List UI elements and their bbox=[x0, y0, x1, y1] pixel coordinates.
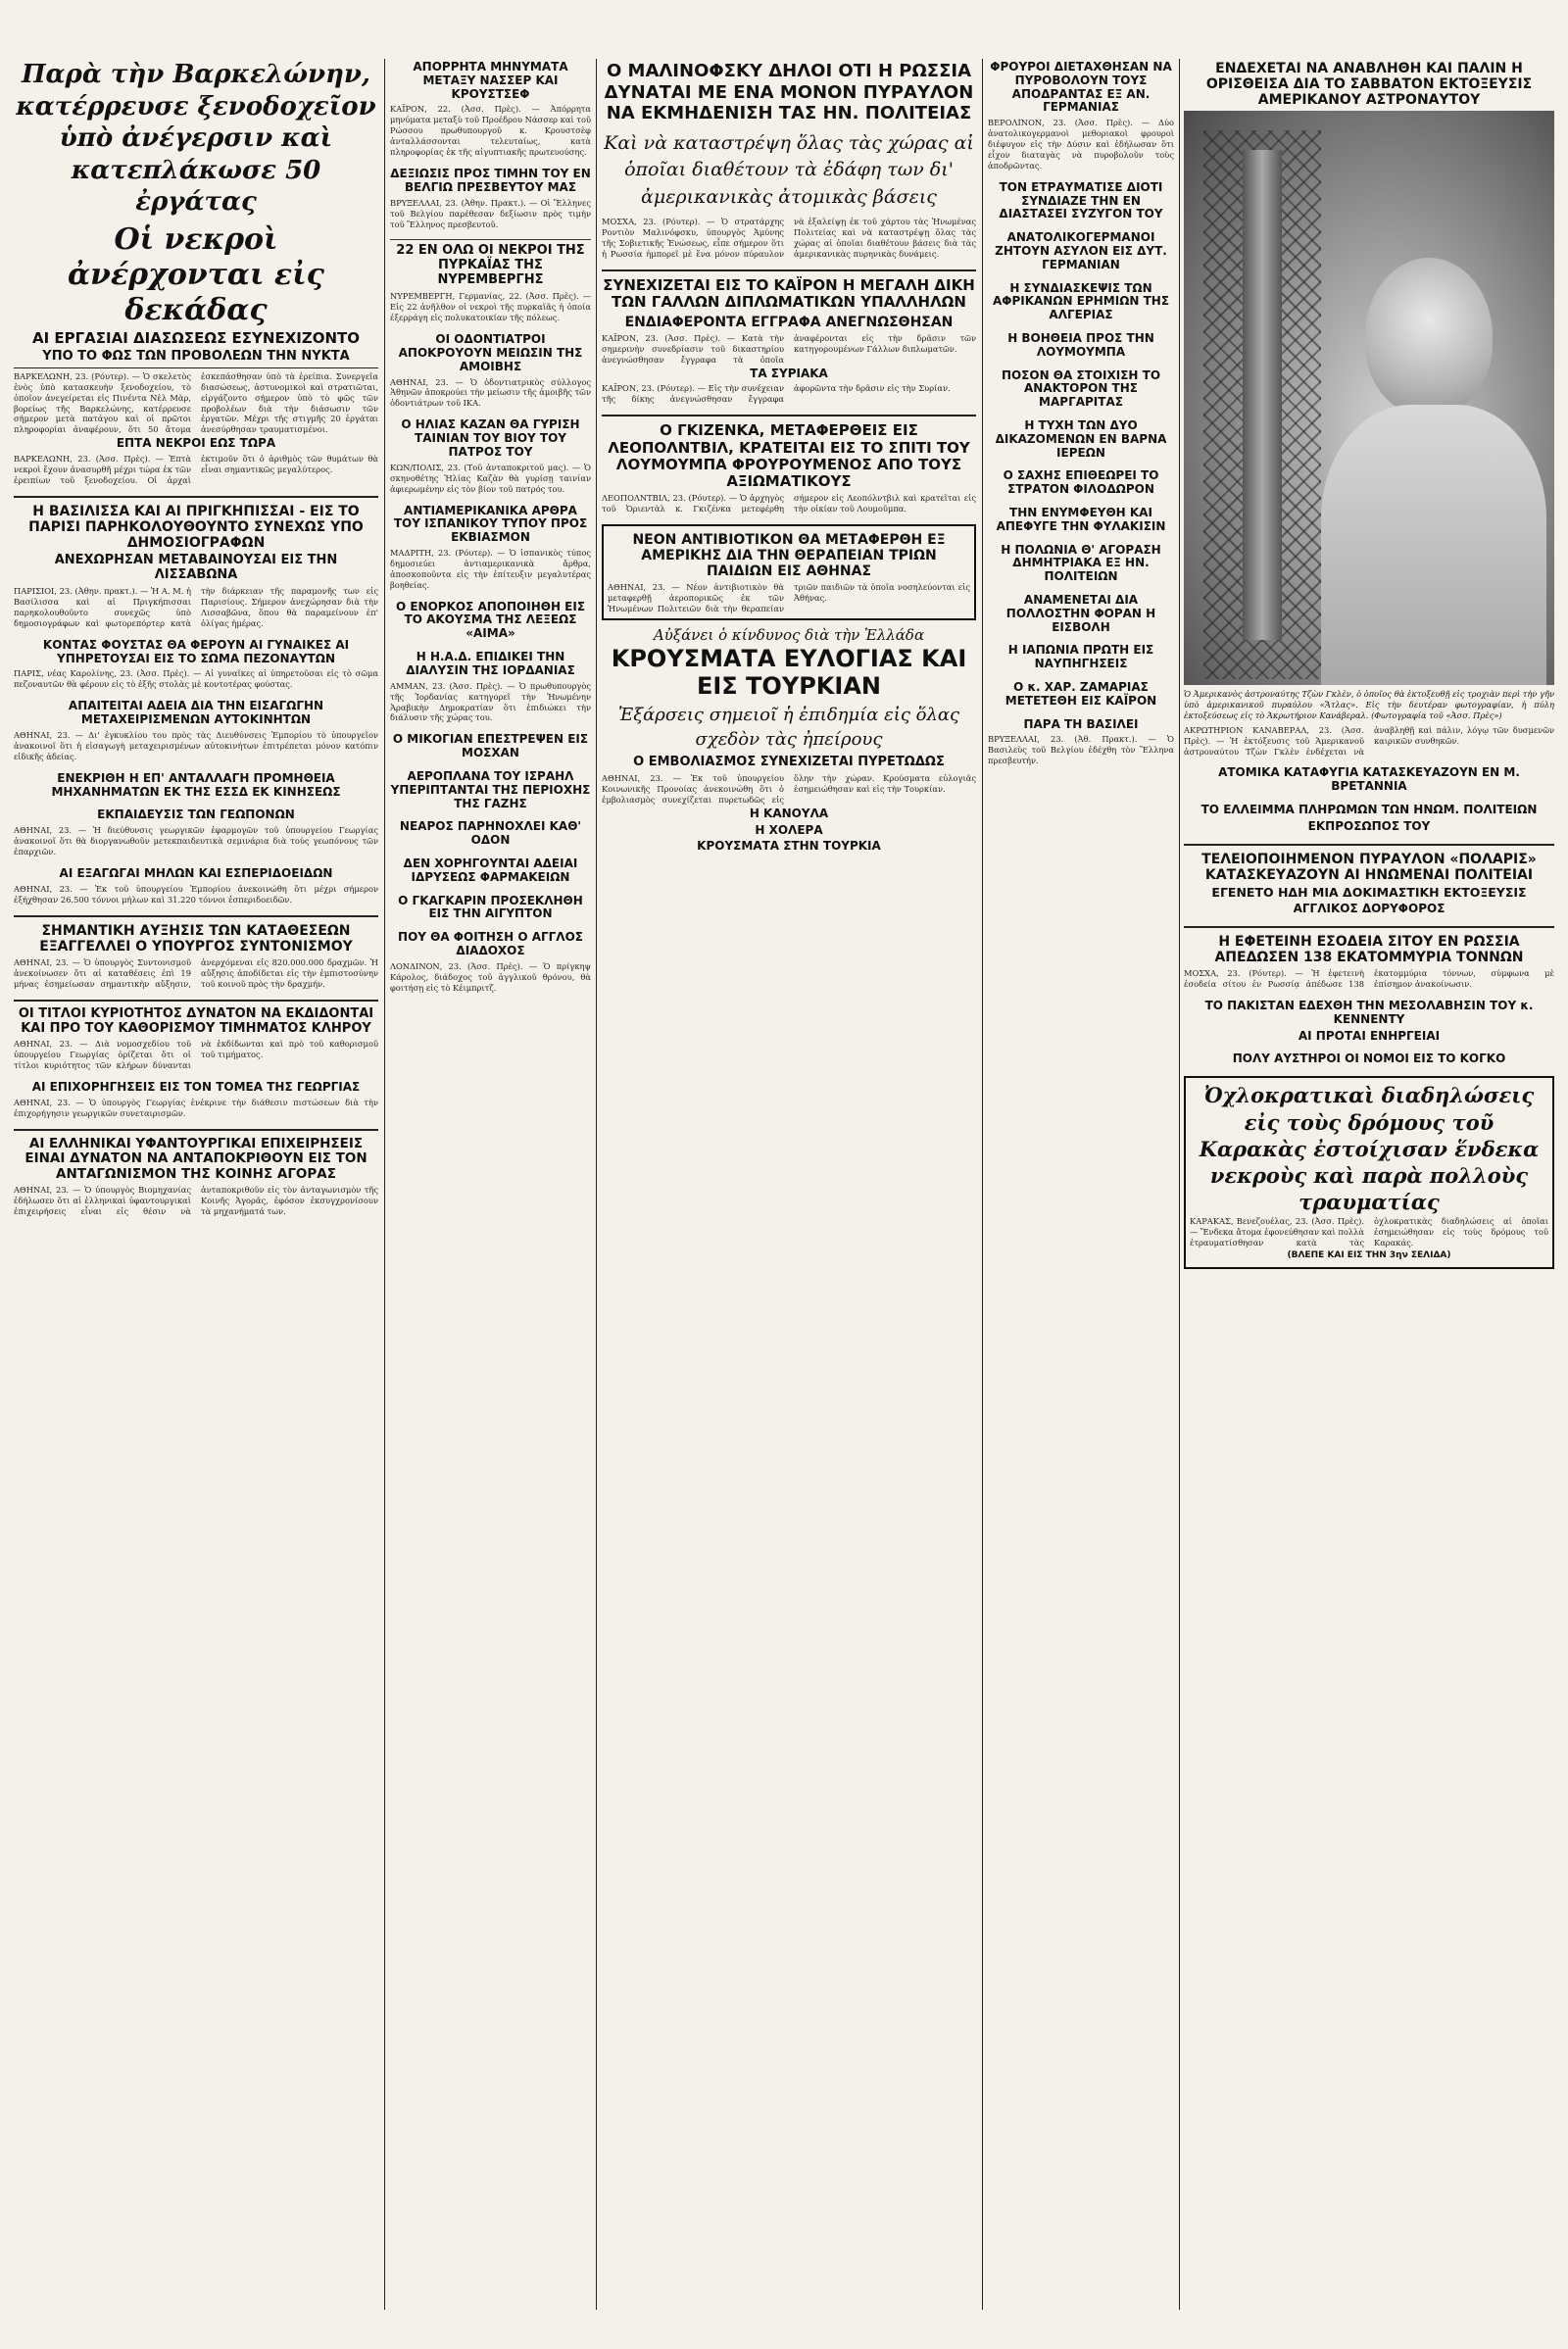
article-body: ΚΑΪΡΟΝ, 23. (Ἀσσ. Πρὲς). — Κατὰ τὴν σημερινὴν συνεδρίασιν τοῦ δικαστηρίου ἀνεγνώσθησαν ἔγγραφα τὰ ὁποῖα ἀναφέρονται εἰς τὴν δρᾶσιν τῶν κατηγορουμένων Γάλλων διπλωματῶν. bbox=[602, 332, 976, 365]
astronaut-head-image bbox=[1365, 258, 1493, 415]
article-deficit bbox=[1184, 804, 1554, 834]
article-body: ΠΑΡΙΣΙΟΙ, 23. (Ἀθην. πρακτ.). — Ἡ Α. Μ. ἡ Βασίλισσα καὶ αἱ Πριγκήπισσαι παρηκολουθοῦντο συνεχῶς ὑπὸ δημοσιογράφων καὶ φωτορεπόρτερ κατὰ τὴν διάρκειαν τῆς παραμονῆς των εἰς Παρισίους. Σήμερον ἀνεχώρησαν διὰ τὴν Λισσαβῶνα, ὅπου θὰ παραμείνουν ἐπ' ὀλίγας ἡμέρας. bbox=[14, 586, 378, 628]
article-body: ΝΥΡΕΜΒΕΡΓΗ, Γερμανίας, 22. (Ἀσσ. Πρὲς). — Εἰς 22 ἀνῆλθον οἱ νεκροὶ τῆς πυρκαϊᾶς ἡ ὁποία ἐξερράγη εἰς πολυκατοικίαν τῆς πόλεως. bbox=[390, 291, 591, 323]
headline-sub: Οἱ νεκροὶ ἀνέρχονται εἰς δεκάδας bbox=[68, 221, 324, 327]
headline: ΑΙ ΕΠΙΧΟΡΗΓΗΣΕΙΣ ΕΙΣ ΤΟΝ ΤΟΜΕΑ ΤΗΣ ΓΕΩΡΓΙΑΣ bbox=[31, 1080, 361, 1095]
article-marriage bbox=[988, 507, 1174, 534]
subheadline: ΕΓΕΝΕΤΟ ΗΔΗ ΜΙΑ ΔΟΚΙΜΑΣΤΙΚΗ ΕΚΤΟΞΕΥΣΙΣ bbox=[1211, 884, 1527, 900]
article-body: ΑΜΜΑΝ, 23. (Ἀσσ. Πρὲς). — Ὁ πρωθυπουργὸς τῆς Ἰορδανίας κατηγορεῖ τὴν Ἡνωμένην Ἀραβικὴν Δημοκρατίαν ὅτι ἐπιδιώκει τὴν διάλυσιν τῆς χώρας του. bbox=[390, 680, 591, 723]
section-heading: Η ΚΑΝΟΥΛΑ bbox=[749, 806, 829, 820]
kicker: Αὐξάνει ὁ κίνδυνος διὰ τὴν Ἑλλάδα bbox=[653, 626, 925, 645]
astronaut-photo bbox=[1184, 111, 1554, 685]
article-body: ΑΘΗΝΑΙ, 23. — Διὰ νομοσχεδίου τοῦ ὑπουργείου Γεωργίας ὁρίζεται ὅτι οἱ τίτλοι κυριότητος τῶν κλήρων δύνανται νὰ ἐκδίδωνται καὶ πρὸ τοῦ καθορισμοῦ τοῦ τιμήματος. bbox=[14, 1039, 378, 1071]
article-body: ΑΘΗΝΑΙ, 23. — Δι' ἐγκυκλίου του πρὸς τὰς Διευθύνσεις Ἐμπορίου τὸ ὑπουργεῖον ἀνακοινοῖ ὅτι ἡ εἰσαγωγὴ μεταχειρισμένων αὐτοκινήτων ἐπιτρέπεται μόνον κατόπιν εἰδικῆς ἀδείας. bbox=[14, 729, 378, 761]
article-body: ΒΡΥΞΕΛΛΑΙ, 23. (Ἀθ. Πρακτ.). — Ὁ Βασιλεὺς τοῦ Βελγίου ἐδέχθη τὸν Ἕλληνα πρεσβευτήν. bbox=[988, 734, 1174, 766]
headline: ΠΟΣΟΝ ΘΑ ΣΤΟΙΧΙΣΗ ΤΟ ΑΝΑΚΤΟΡΟΝ ΤΗΣ ΜΑΡΓΑΡΙΤΑΣ bbox=[1001, 367, 1161, 410]
article-priests bbox=[988, 419, 1174, 460]
headline: Η ΒΟΗΘΕΙΑ ΠΡΟΣ ΤΗΝ ΛΟΥΜΟΥΜΠΑ bbox=[1007, 331, 1154, 359]
headline: ΠΟΥ ΘΑ ΦΟΙΤΗΣΗ Ο ΑΓΓΛΟΣ ΔΙΑΔΟΧΟΣ bbox=[398, 930, 583, 957]
rocket-image bbox=[1243, 150, 1282, 640]
article-queen bbox=[14, 504, 378, 629]
article-antibiotic bbox=[602, 524, 976, 620]
subheadline: ΥΠΟ ΤΟ ΦΩΣ ΤΩΝ ΠΡΟΒΟΛΕΩΝ ΤΗΝ ΝΥΚΤΑ bbox=[14, 350, 378, 368]
headline: ΕΚΠΑΙΔΕΥΣΙΣ ΤΩΝ ΓΕΩΠΟΝΩΝ bbox=[97, 807, 295, 822]
article-zamarias bbox=[988, 681, 1174, 709]
article-guards bbox=[988, 61, 1174, 171]
headline: ΣΗΜΑΝΤΙΚΗ ΑΥΞΗΣΙΣ ΤΩΝ ΚΑΤΑΘΕΣΕΩΝ ΕΞΑΓΓΕΛΛΕΙ Ο ΥΠΟΥΡΓΟΣ ΣΥΝΤΟΝΙΣΜΟΥ bbox=[39, 922, 353, 954]
section-heading: ΚΡΟΥΣΜΑΤΑ ΣΤΗΝ ΤΟΥΡΚΙΑ bbox=[697, 839, 881, 854]
article-mikoyan bbox=[390, 733, 591, 760]
article-king bbox=[988, 718, 1174, 767]
article-body: ΒΡΥΞΕΛΛΑΙ, 23. (Ἀθην. Πρακτ.). — Οἱ Ἕλληνες τοῦ Βελγίου παρέθεσαν δεξίωσιν πρὸς τιμὴν τοῦ Ἕλληνος πρεσβευτοῦ. bbox=[390, 197, 591, 229]
article-jordan bbox=[390, 651, 591, 723]
headline: ΣΥΝΕΧΙΖΕΤΑΙ ΕΙΣ ΤΟ ΚΑΪΡΟΝ Η ΜΕΓΑΛΗ ΔΙΚΗ ΤΩΝ ΓΑΛΛΩΝ ΔΙΠΛΩΜΑΤΙΚΩΝ ΥΠΑΛΛΗΛΩΝ bbox=[603, 276, 975, 312]
article-prince bbox=[390, 931, 591, 993]
article-body: ΛΕΟΠΟΛΝΤΒΙΛ, 23. (Ρόυτερ). — Ὁ ἀρχηγὸς τοῦ Ὀριεντὰλ κ. Γκιζένκα μετεφέρθη σήμερον εἰς Λεοπόλντβιλ καὶ κρατεῖται εἰς τὴν οἰκίαν τοῦ Λουμοῦμπα. bbox=[602, 493, 976, 514]
headline: Ο ΜΙΚΟΓΙΑΝ ΕΠΕΣΤΡΕΨΕΝ ΕΙΣ ΜΟΣΧΑΝ bbox=[392, 732, 589, 760]
article-skirts bbox=[14, 639, 378, 690]
subheadline: ΕΝΔΙΑΦΕΡΟΝΤΑ ΕΓΓΡΑΦΑ ΑΝΕΓΝΩΣΘΗΣΑΝ bbox=[624, 314, 954, 330]
article-juror bbox=[390, 601, 591, 641]
article-polaris bbox=[1184, 852, 1554, 916]
article-israel bbox=[390, 770, 591, 810]
article-body: ΚΑΪΡΟΝ, 23. (Ρόυτερ). — Εἰς τὴν συνέχειαν τῆς δίκης ἀνεγνώσθησαν ἔγγραφα ἀφορῶντα τὴν δρᾶσιν εἰς τὴν Συρίαν. bbox=[602, 383, 951, 405]
headline: ΑΕΡΟΠΛΑΝΑ ΤΟΥ ΙΣΡΑΗΛ ΥΠΕΡΙΠΤΑΝΤΑΙ ΤΗΣ ΠΕΡΙΟΧΗΣ ΤΗΣ ΓΑΖΗΣ bbox=[390, 768, 591, 810]
article-wounded bbox=[988, 181, 1174, 221]
headline: Ο ΓΚΑΓΚΑΡΙΝ ΠΡΟΣΕΚΛΗΘΗ ΕΙΣ ΤΗΝ ΑΙΓΥΠΤΟΝ bbox=[398, 893, 583, 921]
headline: ΟΙ ΤΙΤΛΟΙ ΚΥΡΙΟΤΗΤΟΣ ΔΥΝΑΤΟΝ ΝΑ ΕΚΔΙΔΟΝΤΑΙ ΚΑΙ ΠΡΟ ΤΟΥ ΚΑΘΟΡΙΣΜΟΥ ΤΙΜΗΜΑΤΟΣ ΚΛΗΡΟΥ bbox=[18, 1005, 374, 1036]
article-pharmacies bbox=[390, 857, 591, 885]
headline: ΑΝΑΜΕΝΕΤΑΙ ΔΙΑ ΠΟΛΛΟΣΤΗΝ ΦΟΡΑΝ Η ΕΙΣΒΟΛΗ bbox=[1005, 593, 1156, 634]
article-malinovsky bbox=[602, 61, 976, 260]
article-reception bbox=[390, 168, 591, 229]
headline: ΦΡΟΥΡΟΙ ΔΙΕΤΑΧΘΗΣΑΝ ΝΑ ΠΥΡΟΒΟΛΟΥΝ ΤΟΥΣ ΑΠΟΔΡΑΝΤΑΣ ΕΞ ΑΝ. ΓΕΡΜΑΝΙΑΣ bbox=[990, 60, 1172, 115]
article-invasion bbox=[988, 594, 1174, 634]
headline: ΟΙ ΟΔΟΝΤΙΑΤΡΟΙ ΑΠΟΚΡΟΥΟΥΝ ΜΕΙΩΣΙΝ ΤΗΣ ΑΜΟΙΒΗΣ bbox=[398, 332, 583, 373]
headline: ΝΕΟΝ ΑΝΤΙΒΙΟΤΙΚΟΝ ΘΑ ΜΕΤΑΦΕΡΘΗ ΕΞ ΑΜΕΡΙΚΗΣ ΔΙΑ ΤΗΝ ΘΕΡΑΠΕΙΑΝ ΤΡΙΩΝ ΠΑΙΔΙΩΝ ΕΙΣ ΑΘΗΝΑΣ bbox=[632, 532, 946, 580]
subheadline: ΑΙ ΕΡΓΑΣΙΑΙ ΔΙΑΣΩΣΕΩΣ ΕΣΥΝΕΧΙΖΟΝΤΟ bbox=[31, 328, 361, 347]
headline: ΑΙ ΕΛΛΗΝΙΚΑΙ ΥΦΑΝΤΟΥΡΓΙΚΑΙ ΕΠΙΧΕΙΡΗΣΕΙΣ ΕΙΝΑΙ ΔΥΝΑΤΟΝ ΝΑ ΑΝΤΑΠΟΚΡΙΘΟΥΝ ΕΙΣ ΤΟΝ ΑΝΤΑΓΩΝΙΣΜΟΝ ΤΗΣ ΚΟΙΝΗΣ ΑΓΟΡΑΣ bbox=[24, 1135, 368, 1182]
article-nasser bbox=[390, 61, 591, 158]
article-subsidies bbox=[14, 1081, 378, 1119]
article-body: ΜΟΣΧΑ, 23. (Ρόυτερ). — Ἡ ἐφετεινὴ ἐσοδεία σίτου ἐν Ρωσσίᾳ ἀπέδωσε 138 ἑκατομμύρια τόννων, σύμφωνα μὲ ἐπίσημον ἀνακοίνωσιν. bbox=[1184, 968, 1554, 990]
headline: ΝΕΑΡΟΣ ΠΑΡΗΝΟΧΛΕΙ ΚΑΘ' ΟΔΟΝ bbox=[399, 819, 582, 848]
subheadline: Ο ΕΜΒΟΛΙΑΣΜΟΣ ΣΥΝΕΧΙΖΕΤΑΙ ΠΥΡΕΤΩΔΩΣ bbox=[633, 755, 945, 769]
article-shah bbox=[988, 469, 1174, 497]
article-spain bbox=[390, 505, 591, 591]
headline: ΔΕΞΙΩΣΙΣ ΠΡΟΣ ΤΙΜΗΝ ΤΟΥ ΕΝ ΒΕΛΓΙΩ ΠΡΕΣΒΕΥΤΟΥ ΜΑΣ bbox=[390, 167, 591, 194]
article-wheat bbox=[1184, 934, 1554, 990]
article-pakistan bbox=[1184, 1000, 1554, 1043]
article-titles bbox=[14, 1007, 378, 1072]
article-smallpox bbox=[602, 626, 976, 854]
article-body: ΑΘΗΝΑΙ, 23. — Ὁ ὑπουργὸς Γεωργίας ἐνέκρινε τὴν διάθεσιν πιστώσεων διὰ τὴν ἐπιχορήγησιν γεωργικῶν συνεταιρισμῶν. bbox=[14, 1098, 378, 1118]
article-body: ΑΘΗΝΑΙ, 23. — Ἐκ τοῦ ὑπουργείου Κοινωνικῆς Προνοίας ἀνεκοινώθη ὅτι ὁ ἐμβολιασμὸς συνεχίζεται πυρετωδῶς εἰς ὅλην τὴν χώραν. Κρούσματα εὐλογιᾶς ἐσημειώθησαν καὶ εἰς τὴν Τουρκίαν. bbox=[602, 772, 976, 805]
subheadline: ΑΝΕΧΩΡΗΣΑΝ ΜΕΤΑΒΑΙΝΟΥΣΑΙ ΕΙΣ ΤΗΝ ΛΙΣΣΑΒΩΝΑ bbox=[54, 553, 338, 583]
article-body: ΛΟΝΔΙΝΟΝ, 23. (Ἀσσ. Πρὲς). — Ὁ πρίγκηψ Κάρολος, διάδοχος τοῦ ἀγγλικοῦ θρόνου, θὰ φοιτήσῃ εἰς τὸ Κέιμπριτζ. bbox=[390, 960, 591, 993]
article-body: ΒΑΡΚΕΛΩΝΗ, 23. (Ρόυτερ). — Ὁ σκελετὸς ἑνὸς ὑπὸ κατασκευὴν ξενοδοχείου, τὸ ὁποῖον ἀνεγείρεται εἰς Πινέντα Νὲλ Μὰρ, βορείως τῆς Βαρκελώνης, κατέρρευσε σήμερον μετὰ πατάγου καὶ οἱ πρῶτοι πληροφορίαι ἀναφέρουν, ὅτι 50 ἄτομα ἐσκεπάσθησαν ὑπὸ τὰ ἐρείπια. Συνεργεῖα διασώσεως, ἀστυνομικοὶ καὶ στρατιῶται, εἰργάζοντο σήμερον ὑπὸ τὸ φῶς τῶν προβολέων διὰ τὴν διάσωσιν τῶν ἐργατῶν. Μέχρι τῆς στιγμῆς 20 ἐργάται ἀνεσύρθησαν τραυματισμένοι. bbox=[14, 370, 378, 435]
article-barcelona bbox=[14, 59, 378, 486]
headline: Παρὰ τὴν Βαρκελώνην, κατέρρευσε ξενοδοχεῖον ὑπὸ ἀνέγερσιν καὶ κατεπλάκωσε 50 ἐργάτας bbox=[16, 60, 376, 217]
headline: Η ΤΥΧΗ ΤΩΝ ΔΥΟ ΔΙΚΑΖΟΜΕΝΩΝ ΕΝ ΒΑΡΝΑ ΙΕΡΕΩΝ bbox=[995, 418, 1167, 460]
headline: Η ΙΑΠΩΝΙΑ ΠΡΩΤΗ ΕΙΣ ΝΑΥΠΗΓΗΣΕΙΣ bbox=[1007, 643, 1154, 671]
article-youth bbox=[390, 820, 591, 848]
headline: ΑΠΑΙΤΕΙΤΑΙ ΑΔΕΙΑ ΔΙΑ ΤΗΝ ΕΙΣΑΓΩΓΗΝ ΜΕΤΑΧΕΙΡΙΣΜΕΝΩΝ ΑΥΤΟΚΙΝΗΤΩΝ bbox=[68, 699, 324, 727]
article-cairo-trial bbox=[602, 277, 976, 405]
headline: ΠΑΡΑ ΤΗ ΒΑΣΙΛΕΙ bbox=[1023, 716, 1139, 731]
section-heading: ΕΚΠΡΟΣΩΠΟΣ ΤΟΥ bbox=[1307, 818, 1431, 833]
headline: Ο κ. ΧΑΡ. ΖΑΜΑΡΙΑΣ ΜΕΤΕΤΕΘΗ ΕΙΣ ΚΑΪΡΟΝ bbox=[1004, 679, 1157, 708]
article-kazan bbox=[390, 418, 591, 494]
headline: Η ΠΟΛΩΝΙΑ Θ' ΑΓΟΡΑΣΗ ΔΗΜΗΤΡΙΑΚΑ ΕΞ ΗΝ. ΠΟΛΙΤΕΙΩΝ bbox=[1001, 542, 1161, 584]
column-5 bbox=[1184, 59, 1554, 2310]
headline: Ο ΜΑΛΙΝΟΦΣΚΥ ΔΗΛΟΙ ΟΤΙ Η ΡΩΣΣΙΑ ΔΥΝΑΤΑΙ ΜΕ ΕΝΑ ΜΟΝΟΝ ΠΥΡΑΥΛΟΝ ΝΑ ΕΚΜΗΔΕΝΙΣΗ ΤΑΣ ΗΝ. ΠΟΛΙΤΕΙΑΣ bbox=[604, 61, 974, 124]
headline: ΑΠΟΡΡΗΤΑ ΜΗΝΥΜΑΤΑ ΜΕΤΑΞΥ ΝΑΣΣΕΡ ΚΑΙ ΚΡΟΥΣΤΣΕΦ bbox=[413, 60, 568, 101]
headline: ΤΟ ΠΑΚΙΣΤΑΝ ΕΔΕΧΘΗ ΤΗΝ ΜΕΣΟΛΑΒΗΣΙΝ ΤΟΥ κ. ΚΕΝΝΕΝΤΥ bbox=[1204, 999, 1534, 1026]
headline: Ο ΓΚΙΖΕΝΚΑ, ΜΕΤΑΦΕΡΘΕΙΣ ΕΙΣ ΛΕΟΠΟΛΝΤΒΙΛ, ΚΡΑΤΕΙΤΑΙ ΕΙΣ ΤΟ ΣΠΙΤΙ ΤΟΥ ΛΟΥΜΟΥΜΠΑ ΦΡΟΥΡΟΥΜΕΝΟΣ ΑΠΟ ΤΟΥΣ ΑΞΙΩΜΑΤΙΚΟΥΣ bbox=[608, 421, 970, 490]
section-heading: ΕΠΤΑ ΝΕΚΡΟΙ ΕΩΣ ΤΩΡΑ bbox=[116, 436, 276, 451]
article-body: ΚΑΪΡΟΝ, 22. (Ἀσσ. Πρὲς). — Ἀπόρρητα μηνύματα μεταξὺ τοῦ Προέδρου Νάσσερ καὶ τοῦ Ρώσσου πρωθυπουργοῦ κ. Κρουστσὲφ ἀνταλλάσσονται τελευταίως, κατὰ πληροφορίας ἐκ τῆς αἰγυπτιακῆς πρωτευούσης. bbox=[390, 104, 591, 158]
article-body: ΑΘΗΝΑΙ, 23. — Ἡ διεύθυνσις γεωργικῶν ἐφαρμογῶν τοῦ ὑπουργείου Γεωργίας ἀνακοινοῖ ὅτι θὰ διοργανωθοῦν μετεκπαιδευτικὰ σεμινάρια διὰ τοὺς γεωπόνους τῶν ἐπαρχιῶν. bbox=[14, 825, 378, 856]
photo-caption: Ὁ Ἀμερικανὸς ἀστροναύτης Τζὼν Γκλὲν, ὁ ὁποῖος θὰ ἐκτοξευθῇ εἰς τροχιὰν περὶ τὴν γῆν ὑπὸ ἀμερικανικοῦ πυραύλου «Ἄτλας». Εἰς τὴν δευτέραν φωτογραφίαν, ἡ πύλη ἐκτοξεύσεως εἰς τὸ Ἀκρωτήριον Κανάβεραλ. (Φωτογραφία τοῦ «Ἀσσ. Πρὲς») bbox=[1184, 689, 1554, 720]
article-textiles bbox=[14, 1137, 378, 1217]
headline: ΠΟΛΥ ΑΥΣΤΗΡΟΙ ΟΙ ΝΟΜΟΙ ΕΙΣ ΤΟ ΚΟΓΚΟ bbox=[1232, 1052, 1506, 1066]
headline: ΤΟ ΕΛΛΕΙΜΜΑ ΠΛΗΡΩΜΩΝ ΤΩΝ ΗΝΩΜ. ΠΟΛΙΤΕΙΩΝ bbox=[1200, 803, 1538, 817]
headline: Η ΕΦΕΤΕΙΝΗ ΕΣΟΔΕΙΑ ΣΙΤΟΥ ΕΝ ΡΩΣΣΙΑ ΑΠΕΔΩΣΕΝ 138 ΕΚΑΤΟΜΜΥΡΙΑ ΤΟΝΝΩΝ bbox=[1214, 933, 1524, 966]
article-body: ΚΑΡΑΚΑΣ, Βενεζουέλας, 23. (Ἀσσ. Πρὲς). — Ἕνδεκα ἄτομα ἐφονεύθησαν καὶ πολλὰ ἐτραυματίσθησαν κατὰ τὰς ὀχλοκρατικὰς διαδηλώσεις αἱ ὁποῖαι ἐσημειώθησαν εἰς τοὺς δρόμους τοῦ Καρακάς. bbox=[1190, 1215, 1548, 1248]
section-heading: ΑΙ ΠΡΟΤΑΙ ΕΝΗΡΓΕΙΑΙ bbox=[1298, 1028, 1441, 1043]
headline: Η ΒΑΣΙΛΙΣΣΑ ΚΑΙ ΑΙ ΠΡΙΓΚΗΠΙΣΣΑΙ - ΕΙΣ ΤΟ ΠΑΡΙΣΙ ΠΑΡΗΚΟΛΟΥΘΟΥΝΤΟ ΣΥΝΕΧΩΣ ΥΠΟ ΔΗΜΟΣΙΟΓΡΑΦΩΝ bbox=[28, 503, 364, 552]
section-heading: Η ΧΟΛΕΡΑ bbox=[755, 822, 823, 837]
article-exports bbox=[14, 867, 378, 905]
article-agronomists bbox=[14, 808, 378, 857]
headline: ΤΗΝ ΕΝΥΜΦΕΥΘΗ ΚΑΙ ΑΠΕΦΥΓΕ ΤΗΝ ΦΥΛΑΚΙΣΙΝ bbox=[996, 506, 1166, 533]
article-body: ΒΕΡΟΛΙΝΟΝ, 23. (Ἀσσ. Πρὲς). — Δύο ἀνατολικογερμανοὶ μεθοριακοὶ φρουροὶ διέφυγον εἰς τὴν Δύσιν καὶ ἐδήλωσαν ὅτι εἶχον διαταγὰς νὰ πυροβολοῦν τοὺς ἀποδρῶντας. bbox=[988, 118, 1174, 171]
section-heading: ΑΓΓΛΙΚΟΣ ΔΟΡΥΦΟΡΟΣ bbox=[1293, 902, 1446, 916]
headline: Ὀχλοκρατικαὶ διαδηλώσεις εἰς τοὺς δρόμους τοῦ Καρακὰς ἐστοίχισαν ἕνδεκα νεκροὺς καὶ παρὰ πολλοὺς τραυματίας bbox=[1199, 1083, 1540, 1215]
headline: ΑΙ ΕΞΑΓΩΓΑΙ ΜΗΛΩΝ ΚΑΙ ΕΣΠΕΡΙΔΟΕΙΔΩΝ bbox=[59, 865, 333, 880]
article-body: ΑΘΗΝΑΙ, 23. — Ἐκ τοῦ ὑπουργείου Ἐμπορίου ἀνεκοινώθη ὅτι μέχρι σήμερον ἐξήχθησαν 26.500 τόννοι μήλων καὶ 31.220 τόννοι ἐσπεριδοειδῶν. bbox=[14, 883, 378, 905]
article-body: ΒΑΡΚΕΛΩΝΗ, 23. (Ἀσσ. Πρὲς). — Ἑπτὰ νεκροὶ ἔχουν ἀνασυρθῆ μέχρι τώρα ἐκ τῶν ἐρειπίων τοῦ ξενοδοχείου. Οἱ ἀρχαὶ ἐκτιμοῦν ὅτι ὁ ἀριθμὸς τῶν θυμάτων θὰ εἶναι σημαντικῶς μεγαλύτερος. bbox=[14, 454, 378, 485]
headline: Η ΣΥΝΔΙΑΣΚΕΨΙΣ ΤΩΝ ΑΦΡΙΚΑΝΩΝ ΕΡΗΜΙΩΝ ΤΗΣ ΑΛΓΕΡΙΑΣ bbox=[992, 280, 1170, 322]
article-japan bbox=[988, 644, 1174, 671]
article-machinery bbox=[14, 772, 378, 800]
article-body: ΑΘΗΝΑΙ, 23. — Ὁ ὑπουργὸς Συντονισμοῦ ἀνεκοίνωσεν ὅτι αἱ καταθέσεις ἐπὶ 19 μήνας ἐσημείωσαν σημαντικὴν αὔξησιν, ἀνερχόμεναι εἰς 820.000.000 δραχμῶν. Ἡ αὔξησις ἀποδίδεται εἰς τὴν ἐμπιστοσύνην τοῦ κοινοῦ πρὸς τὴν δραχμήν. bbox=[14, 956, 378, 989]
article-deposits bbox=[14, 923, 378, 990]
article-body: ΚΩΝ/ΠΟΛΙΣ, 23. (Τοῦ ἀνταποκριτοῦ μας). — Ὁ σκηνοθέτης Ἠλίας Καζὰν θὰ γυρίσῃ ταινίαν ἀφιερωμένην εἰς τὸν βίον τοῦ πατρός του. bbox=[390, 462, 591, 494]
article-astronaut bbox=[1184, 61, 1554, 757]
article-body: ΑΘΗΝΑΙ, 23. — Ὁ ὑπουργὸς Βιομηχανίας ἐδήλωσεν ὅτι αἱ ἑλληνικαὶ ὑφαντουργικαὶ ἐπιχειρήσεις εἶναι εἰς θέσιν νὰ ἀνταποκριθοῦν εἰς τὸν ἀνταγωνισμὸν τῆς Κοινῆς Ἀγορᾶς, ἐφόσον ἐκσυγχρονίσουν τὰ μηχανήματά των. bbox=[14, 1185, 378, 1217]
article-nuremberg bbox=[390, 244, 591, 323]
headline: ΤΕΛΕΙΟΠΟΙΗΜΕΝΟΝ ΠΥΡΑΥΛΟΝ «ΠΟΛΑΡΙΣ» ΚΑΤΑΣΚΕΥΑΖΟΥΝ ΑΙ ΗΝΩΜΕΝΑΙ ΠΟΛΙΤΕΙΑΙ bbox=[1201, 851, 1537, 883]
article-aid bbox=[988, 332, 1174, 360]
headline: Η Η.Α.Δ. ΕΠΙΔΙΚΕΙ ΤΗΝ ΔΙΑΛΥΣΙΝ ΤΗΣ ΙΟΡΔΑΝΙΑΣ bbox=[406, 650, 575, 677]
astronaut-body-image bbox=[1321, 405, 1546, 685]
column-2 bbox=[390, 59, 591, 2310]
headline: ΤΟΝ ΕΤΡΑΥΜΑΤΙΣΕ ΔΙΟΤΙ ΣΥΝΔΙΑΖΕ ΤΗΝ ΕΝ ΔΙΑΣΤΑΣΕΙ ΣΥΖΥΓΟΝ ΤΟΥ bbox=[999, 179, 1163, 221]
continued-note: (ΒΛΕΠΕ ΚΑΙ ΕΙΣ ΤΗΝ 3ην ΣΕΛΙΔΑ) bbox=[1287, 1249, 1451, 1260]
headline: ΑΝΑΤΟΛΙΚΟΓΕΡΜΑΝΟΙ ΖΗΤΟΥΝ ΑΣΥΛΟΝ ΕΙΣ ΔΥΤ. ΓΕΡΜΑΝΙΑΝ bbox=[995, 230, 1167, 271]
article-cars bbox=[14, 700, 378, 761]
article-body: ΑΘΗΝΑΙ, 23. — Ὁ ὀδοντιατρικὸς σύλλογος Ἀθηνῶν ἀποκρούει τὴν μείωσιν τῆς ἀμοιβῆς τῶν ὀδοντιάτρων τοῦ ΙΚΑ. bbox=[390, 376, 591, 409]
article-dentists bbox=[390, 333, 591, 409]
headline: ΑΝΤΙΑΜΕΡΙΚΑΝΙΚΑ ΑΡΘΡΑ ΤΟΥ ΙΣΠΑΝΙΚΟΥ ΤΥΠΟΥ ΠΡΟΣ ΕΚΒΙΑΣΜΟΝ bbox=[393, 503, 588, 545]
headline: Ο ΗΛΙΑΣ ΚΑΖΑΝ ΘΑ ΓΥΡΙΣΗ ΤΑΙΝΙΑΝ ΤΟΥ ΒΙΟΥ ΤΟΥ ΠΑΤΡΟΣ ΤΟΥ bbox=[401, 417, 580, 459]
column-1 bbox=[14, 59, 378, 2310]
article-shelters bbox=[1184, 766, 1554, 794]
headline: ΚΟΝΤΑΣ ΦΟΥΣΤΑΣ ΘΑ ΦΕΡΟΥΝ ΑΙ ΓΥΝΑΙΚΕΣ ΑΙ ΥΠΗΡΕΤΟΥΣΑΙ ΕΙΣ ΤΟ ΣΩΜΑ ΠΕΖΟΝΑΥΤΩΝ bbox=[42, 637, 350, 665]
article-body: ΜΟΣΧΑ, 23. (Ρόυτερ). — Ὁ στρατάρχης Ροντιὸν Μαλινόφσκυ, ὑπουργὸς Ἀμύνης τῆς Σοβιετικῆς Ἑνώσεως, εἶπε σήμερον ὅτι ἡ Ρωσσία ἠμπορεῖ μὲ ἕνα μόνον πύραυλον νὰ ἐξαλείψῃ ἐκ τοῦ χάρτου τὰς Ἡνωμένας Πολιτείας καὶ νὰ καταστρέψῃ ὅλας τὰς χώρας αἱ ὁποῖαι διαθέτουν βάσεις διὰ τὰς ἀμερικανικὰς πυρηνικὰς δυνάμεις. bbox=[602, 217, 976, 260]
article-body: ΠΑΡΙΣ, νέας Καρολίνης, 23. (Ἀσσ. Πρὲς). — Αἱ γυναῖκες αἱ ὑπηρετοῦσαι εἰς τὸ σῶμα πεζοναυτῶν θὰ φέρουν εἰς τὸ ἑξῆς στολὰς μὲ κοντοτέρας φούστας. bbox=[14, 668, 378, 690]
article-gizenga bbox=[602, 422, 976, 514]
article-body: ΑΘΗΝΑΙ, 23. — Νέον ἀντιβιοτικὸν θὰ μεταφερθῇ ἀεροπορικῶς ἐκ τῶν Ἡνωμένων Πολιτειῶν διὰ τὴν θεραπείαν τριῶν παιδιῶν τὰ ὁποῖα νοσηλεύονται εἰς Ἀθήνας. bbox=[608, 582, 970, 614]
headline-sub: Καὶ νὰ καταστρέψη ὅλας τὰς χώρας αἱ ὁποῖαι διαθέτουν τὰ ἐδάφη των δι' ἀμερικανικὰς ἀτομικὰς βάσεις bbox=[604, 131, 974, 208]
article-caracas bbox=[1184, 1076, 1554, 1269]
column-3 bbox=[602, 59, 976, 2310]
article-asylum bbox=[988, 231, 1174, 271]
headline: ΕΝΕΚΡΙΘΗ Η ΕΠ' ΑΝΤΑΛΛΑΓΗ ΠΡΟΜΗΘΕΙΑ ΜΗΧΑΝΗΜΑΤΩΝ ΕΚ ΤΗΣ ΕΣΣΔ ΕΚ ΚΙΝΗΣΕΩΣ bbox=[51, 770, 341, 799]
headline: Ο ΣΑΧΗΣ ΕΠΙΘΕΩΡΕΙ ΤΟ ΣΤΡΑΤΟΝ ΦΙΛΟΔΩΡΟΝ bbox=[1003, 468, 1159, 497]
article-algeria bbox=[988, 282, 1174, 322]
section-heading: ΤΑ ΣΥΡΙΑΚΑ bbox=[750, 366, 828, 380]
article-poland bbox=[988, 544, 1174, 584]
headline: ΔΕΝ ΧΟΡΗΓΟΥΝΤΑΙ ΑΔΕΙΑΙ ΙΔΡΥΣΕΩΣ ΦΑΡΜΑΚΕΙΩΝ bbox=[403, 856, 578, 884]
article-body: ΑΚΡΩΤΗΡΙΟΝ ΚΑΝΑΒΕΡΑΛ, 23. (Ἀσσ. Πρὲς). — Ἡ ἐκτόξευσις τοῦ Ἀμερικανοῦ ἀστροναύτου Τζὼν Γκλὲν ἐνδέχεται νὰ ἀναβληθῇ καὶ πάλιν, λόγῳ τῶν δυσμενῶν καιρικῶν συνθηκῶν. bbox=[1184, 724, 1554, 757]
article-congo bbox=[1184, 1052, 1554, 1066]
headline: ΚΡΟΥΣΜΑΤΑ ΕΥΛΟΓΙΑΣ ΚΑΙ ΕΙΣ ΤΟΥΡΚΙΑΝ bbox=[611, 645, 967, 700]
article-body: ΜΑΔΡΙΤΗ, 23. (Ρόυτερ). — Ὁ ἱσπανικὸς τύπος δημοσιεύει ἀντιαμερικανικὰ ἄρθρα, ἀποσκοποῦντα εἰς τὴν ἐπίτευξιν μεγαλυτέρας βοηθείας. bbox=[390, 547, 591, 590]
headline: ΕΝΔΕΧΕΤΑΙ ΝΑ ΑΝΑΒΛΗΘΗ ΚΑΙ ΠΑΛΙΝ Η ΟΡΙΣΘΕΙΣΑ ΔΙΑ ΤΟ ΣΑΒΒΑΤΟΝ ΕΚΤΟΞΕΥΣΙΣ ΑΜΕΡΙΚΑΝΟΥ ΑΣΤΡΟΝΑΥΤΟΥ bbox=[1205, 61, 1533, 109]
headline: ΑΤΟΜΙΚΑ ΚΑΤΑΦΥΓΙΑ ΚΑΤΑΣΚΕΥΑΖΟΥΝ ΕΝ Μ. ΒΡΕΤΑΝΝΙΑ bbox=[1218, 765, 1520, 794]
article-gagarin bbox=[390, 895, 591, 922]
column-4 bbox=[988, 59, 1174, 2310]
headline-sub: Ἐξάρσεις σημειοῖ ἡ ἐπιδημία εἰς ὅλας σχεδὸν τὰς ἠπείρους bbox=[617, 705, 960, 750]
article-palace bbox=[988, 369, 1174, 410]
headline: 22 ΕΝ ΟΛΩ ΟΙ ΝΕΚΡΟΙ ΤΗΣ ΠΥΡΚΑΪΑΣ ΤΗΣ ΝΥΡΕΜΒΕΡΓΗΣ bbox=[396, 243, 585, 288]
headline: Ο ΕΝΟΡΚΟΣ ΑΠΟΠΟΙΗΘΗ ΕΙΣ ΤΟ ΑΚΟΥΣΜΑ ΤΗΣ ΛΕΞΕΩΣ «ΑΙΜΑ» bbox=[395, 599, 586, 641]
